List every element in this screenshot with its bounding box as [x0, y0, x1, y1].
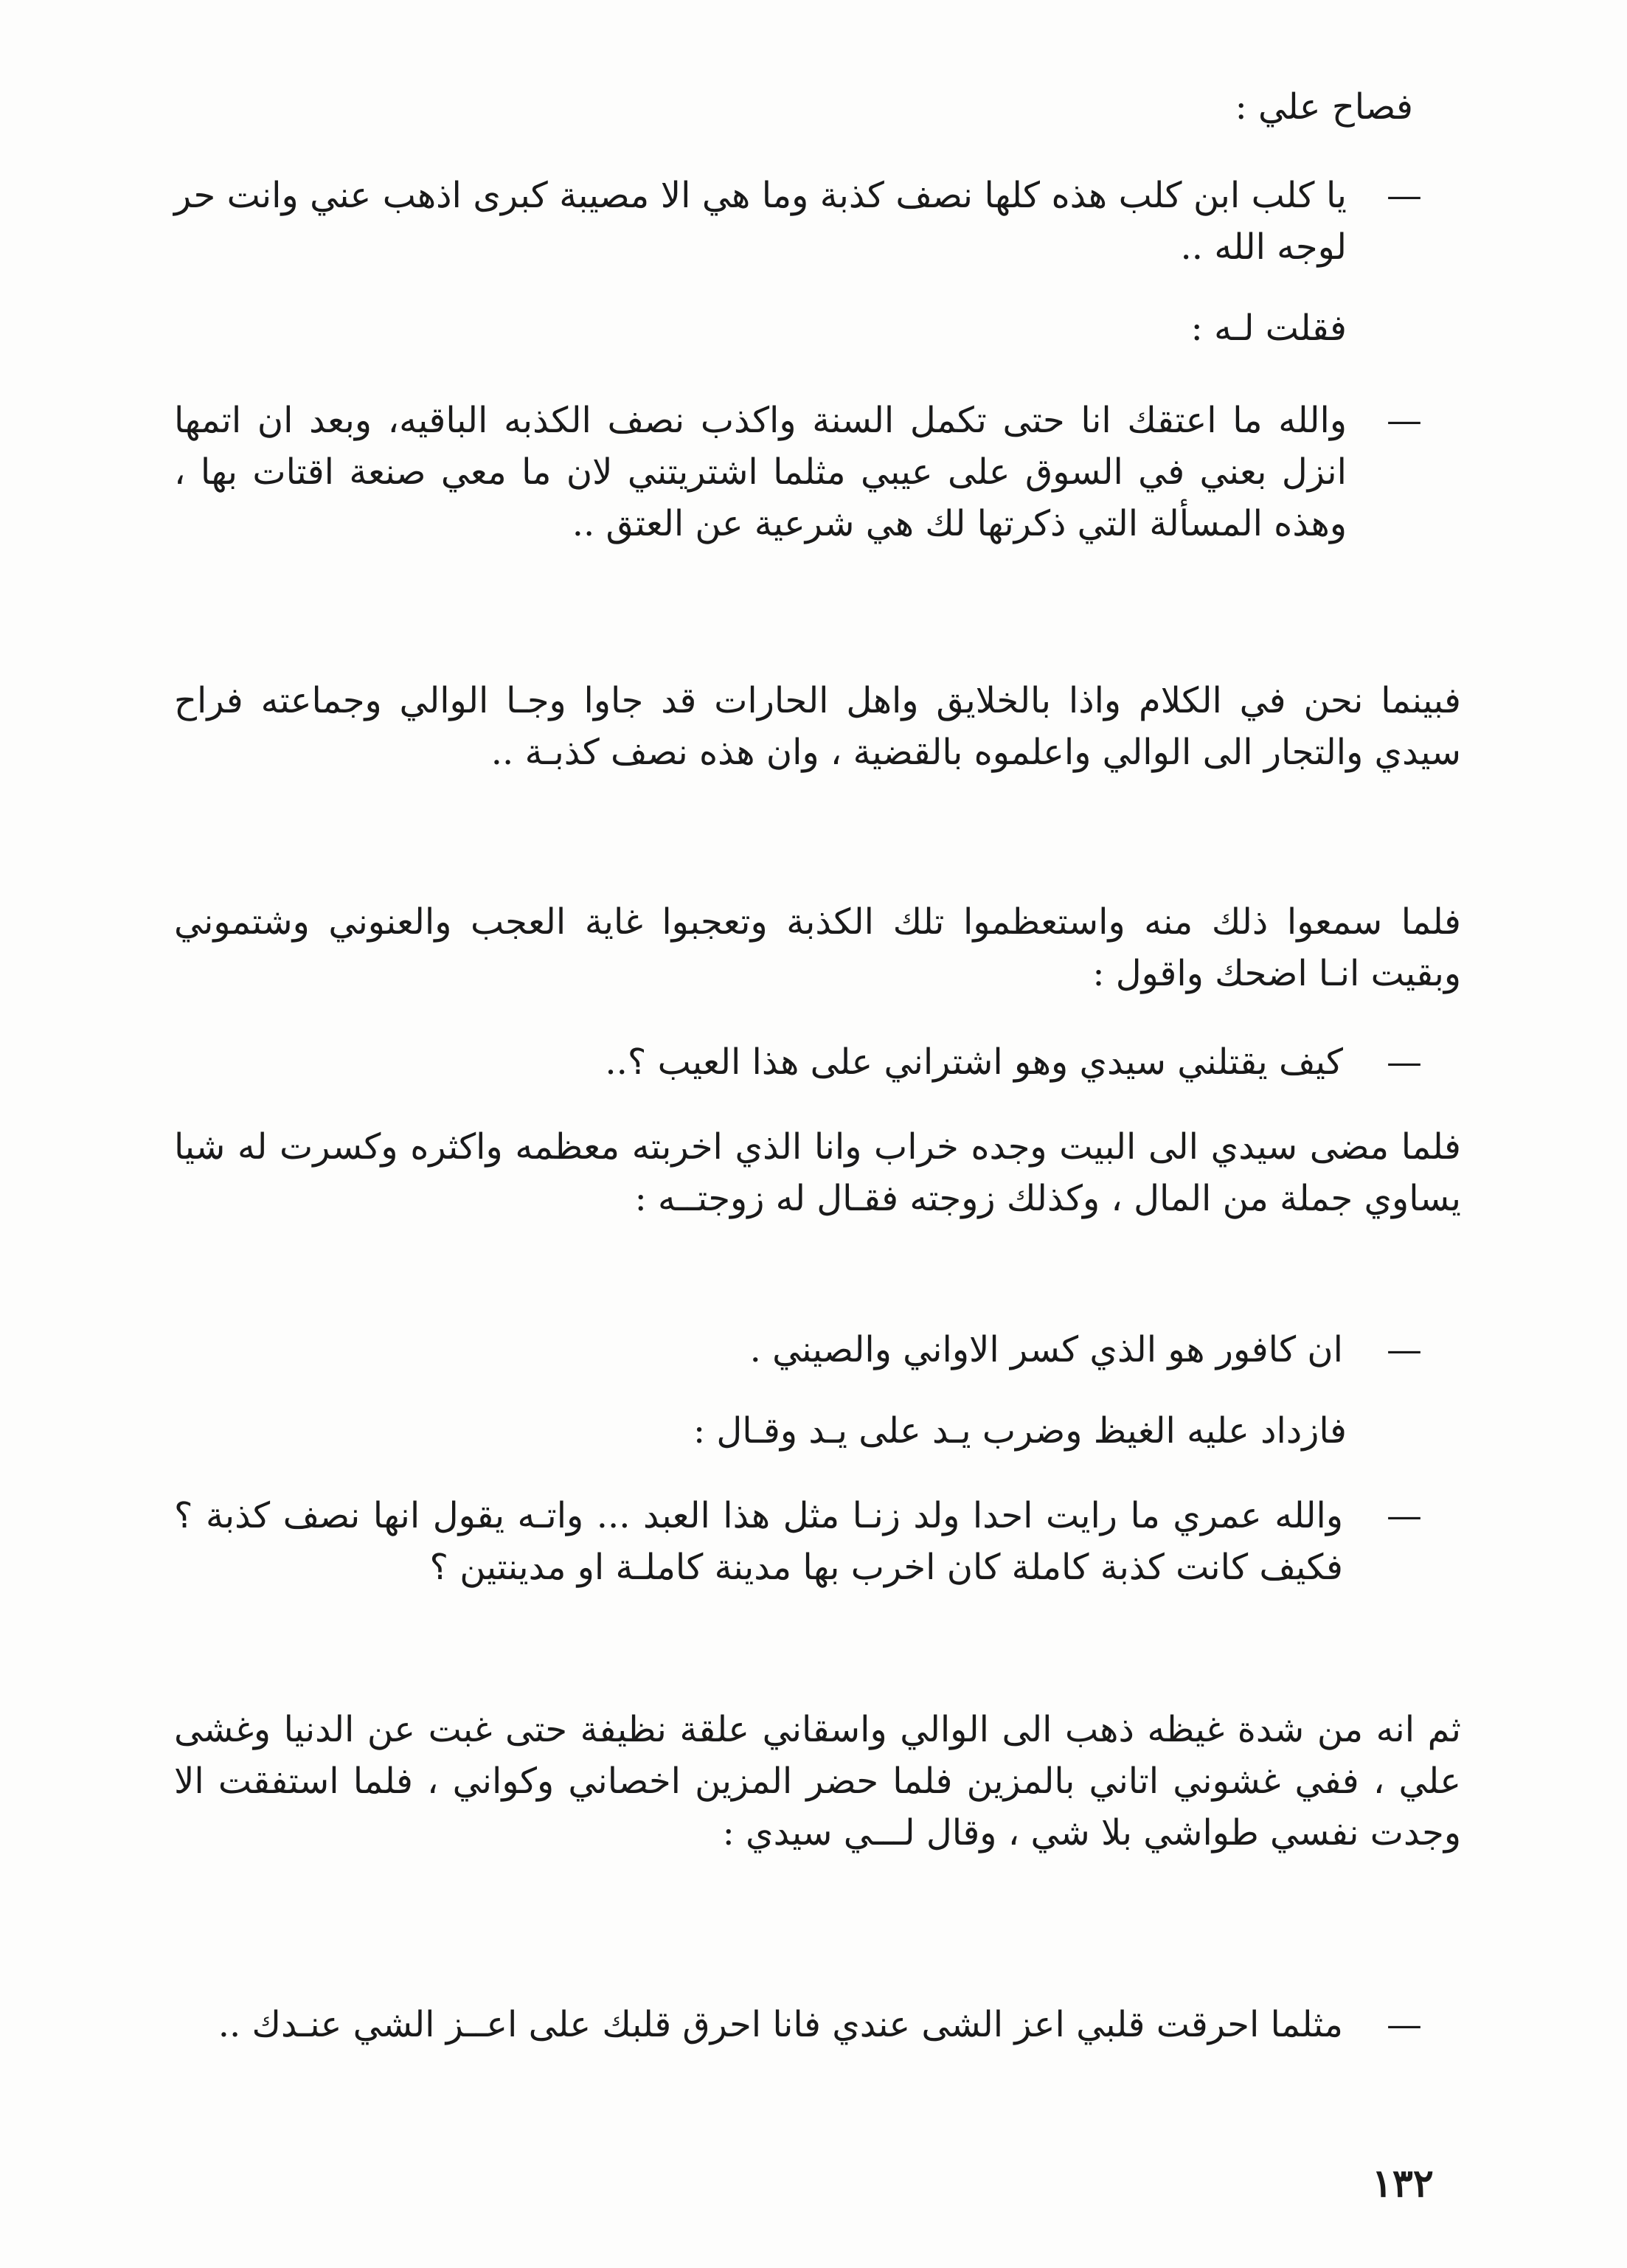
dialogue-paragraph: ان كافور هو الذي كسر الاواني والصيني . [749, 1329, 1343, 1370]
dialogue-paragraph: مثلما احرقت قلبي اعز الشى عندي فانا احرق قلبك على اعــز الشي عنـدك .. [218, 2004, 1343, 2045]
page-number: ١٣٢ [1372, 2161, 1434, 2206]
dialogue-dash: — [1387, 1495, 1422, 1536]
dialogue-paragraph: والله ما اعتقك انا حتى تكمل السنة واكذب نصف الكذبه الباقيه، وبعد ان اتمها انزل بعني في السوق على عيبي مثلما اشتريتني لان ما معي صنعة اقتات بها ، وهذه المسألة التي ذكرتها لك هي شرعية عن العتق .. [174, 400, 1347, 544]
dialogue-dash: — [1387, 400, 1422, 441]
paragraph: فبينما نحن في الكلام واذا بالخلايق واهل الحارات قد جاوا وجـا الوالي وجماعته فراح سيدي والتجار الى الوالي واعلموه بالقضية ، وان هذه نصف كذبـة .. [174, 680, 1461, 773]
paragraph: فلما مضى سيدي الى البيت وجده خراب وانا الذي اخربته معظمه واكثره وكسرت له شيا يساوي جملة من المال ، وكذلك زوجته فقـال له زوجتــه : [174, 1126, 1461, 1219]
paragraph: ثم انه من شدة غيظه ذهب الى الوالي واسقاني علقة نظيفة حتى غبت عن الدنيا وغشى علي ، ففي غشوني اتاني بالمزين فلما حضر المزين اخصاني وكواني ، فلما استفقت الا وجدت نفسي طواشي بلا شي ، وقال لـــي سيدي : [174, 1709, 1462, 1853]
paragraph: فلما سمعوا ذلك منه واستعظموا تلك الكذبة وتعجبوا غاية العجب والعنوني وشتموني وبقيت انـا اضحك واقول : [174, 901, 1461, 994]
paragraph: فصاح علي : [1235, 86, 1413, 128]
dialogue-dash: — [1387, 1041, 1422, 1083]
dialogue-paragraph: كيف يقتلني سيدي وهو اشتراني على هذا العيب ؟.. [605, 1041, 1343, 1083]
dialogue-dash: — [1387, 2004, 1422, 2045]
paragraph: فقلت لـه : [1190, 308, 1347, 349]
dialogue-paragraph: يا كلب ابن كلب هذه كلها نصف كذبة وما هي الا مصيبة كبرى اذهب عني وانت حر لوجه الله .. [174, 175, 1347, 268]
paragraph: فازداد عليه الغيظ وضرب يـد على يـد وقـال : [693, 1410, 1347, 1452]
dialogue-dash: — [1387, 175, 1422, 216]
dialogue-dash: — [1387, 1329, 1422, 1370]
dialogue-paragraph: والله عمري ما رايت احدا ولد زنـا مثل هذا العبد ... واتـه يقول انها نصف كذبة ؟ فكيف كانت كذبة كاملة كان اخرب بها مدينة كاملـة او مدينتين ؟ [174, 1495, 1343, 1588]
